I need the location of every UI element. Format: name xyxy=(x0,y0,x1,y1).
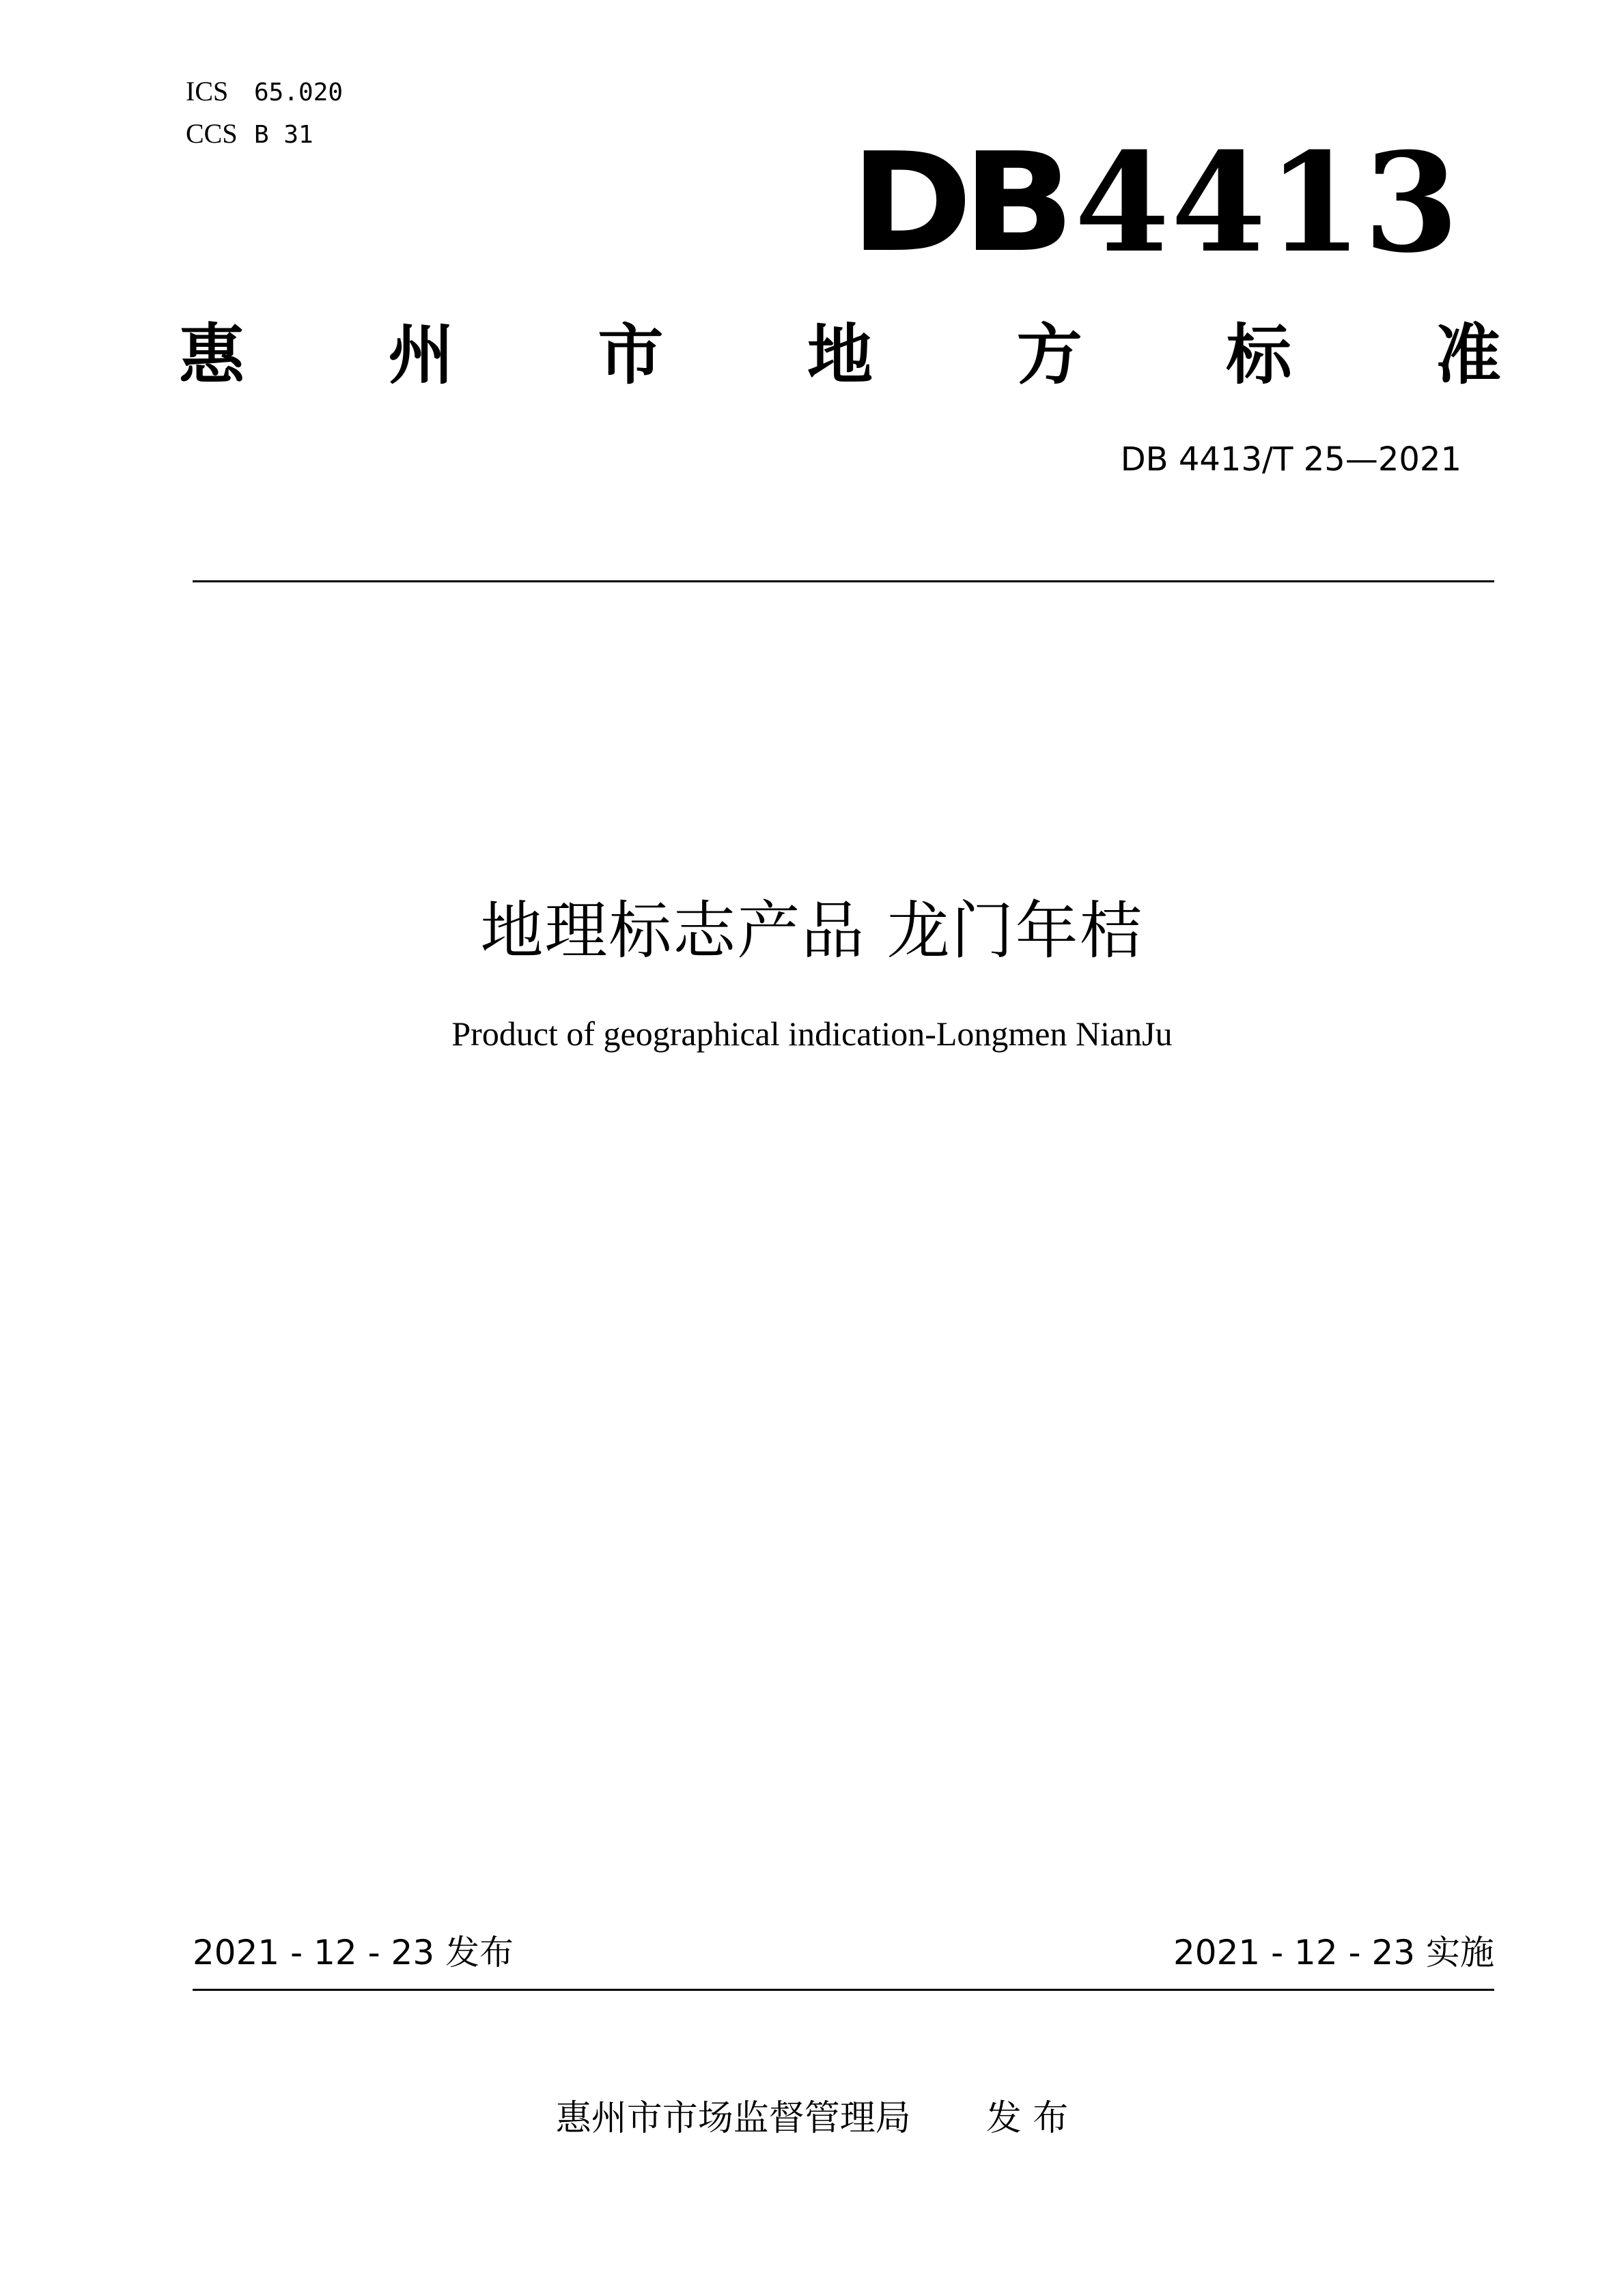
top-divider xyxy=(193,580,1494,582)
document-title-en: Product of geographical indication-Longmen NianJu xyxy=(451,1015,1173,1053)
ics-value: 65.020 xyxy=(254,79,344,107)
ccs-code xyxy=(186,117,313,158)
heading-char: 地 xyxy=(807,317,873,393)
publish-date: 2021 - 12 - 23 发布 xyxy=(193,1933,514,1972)
issuer-line xyxy=(0,2089,1624,2140)
standard-number: DB 4413/T 25—2021 xyxy=(1120,440,1461,479)
document-title-cn: 地理标志产品 龙门年桔 xyxy=(480,894,1144,967)
heading-char: 市 xyxy=(598,317,664,393)
db-logo-mark xyxy=(850,123,1461,283)
db-letters: DB xyxy=(850,124,1065,283)
ccs-value: B 31 xyxy=(254,121,313,149)
ics-label: ICS xyxy=(186,76,229,107)
heading-char: 方 xyxy=(1016,317,1082,393)
heading-char: 准 xyxy=(1435,317,1501,393)
issuer-name: 惠州市市场监督管理局 xyxy=(555,2098,911,2139)
standard-type-heading xyxy=(179,311,1501,399)
bottom-divider xyxy=(193,1989,1494,1991)
ccs-label: CCS xyxy=(186,118,238,149)
heading-char: 标 xyxy=(1226,317,1292,393)
heading-char: 惠 xyxy=(179,317,244,393)
implement-date: 2021 - 12 - 23 实施 xyxy=(1173,1933,1494,1972)
db-region-number: 4413 xyxy=(1074,123,1461,283)
ics-code xyxy=(186,75,343,116)
issuer-action: 发 布 xyxy=(985,2098,1069,2139)
heading-char: 州 xyxy=(388,317,454,393)
